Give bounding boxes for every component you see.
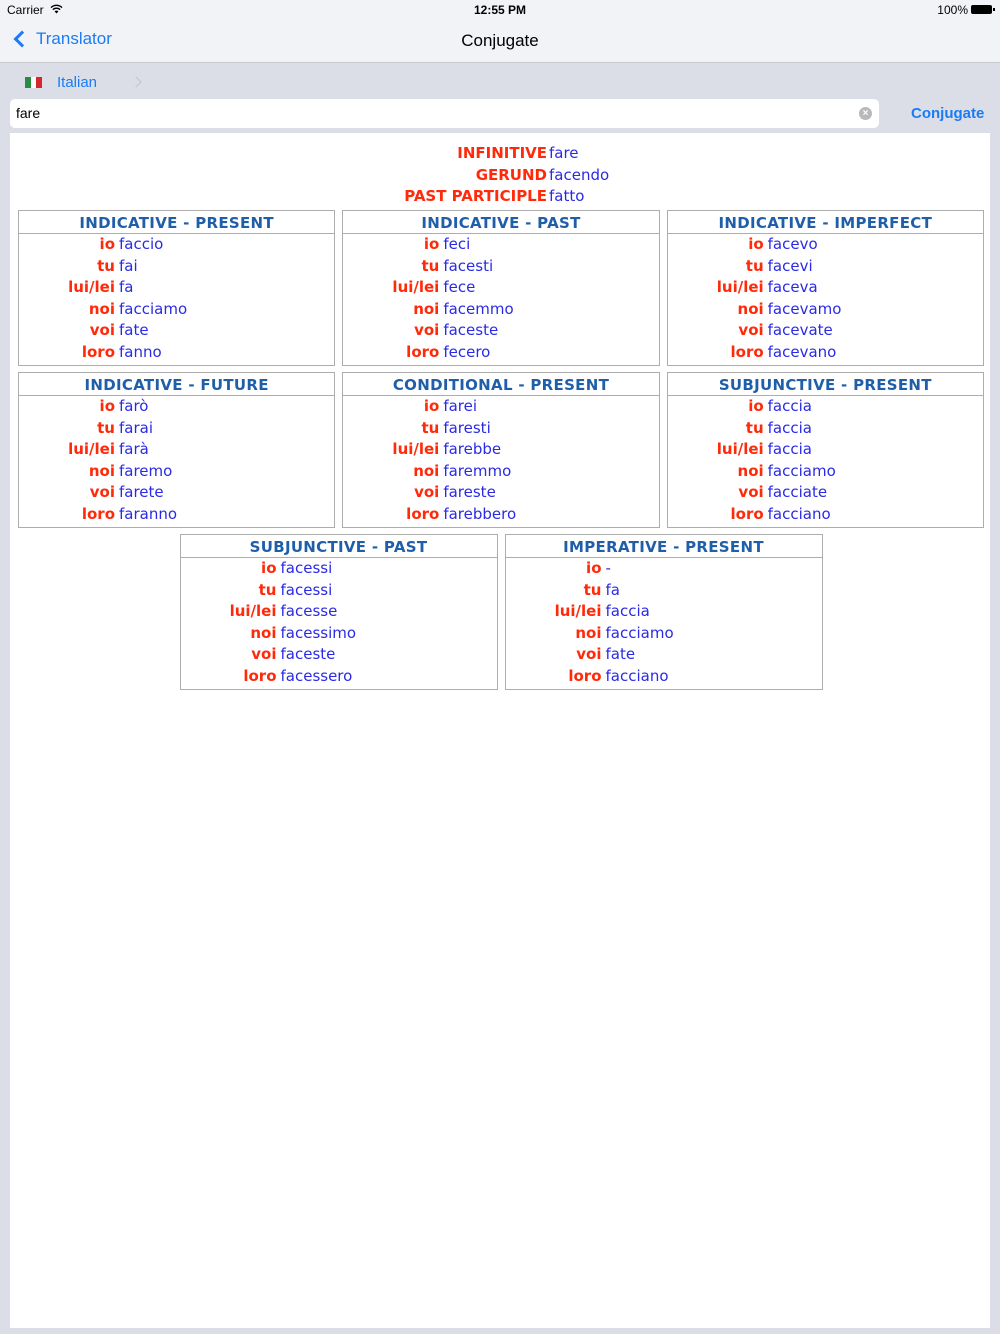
conjugation-view: [10, 133, 990, 1328]
table-title: INDICATIVE - IMPERFECT: [668, 211, 983, 234]
conjugation-row: [668, 320, 983, 342]
verb-form: fate: [605, 645, 636, 663]
verb-form: faccia: [605, 602, 650, 620]
conjugation-row: [19, 439, 334, 461]
conjugation-row: [343, 396, 658, 418]
conjugation-row: [19, 461, 334, 483]
pronoun: tu: [745, 418, 764, 437]
pronoun: voi: [89, 321, 115, 339]
conjugation-table: [18, 210, 335, 366]
table-title: SUBJUNCTIVE - PAST: [181, 535, 497, 558]
conjugation-row: [181, 666, 497, 688]
table-title: CONDITIONAL - PRESENT: [343, 373, 658, 396]
verb-form: faceste: [280, 645, 336, 663]
verb-form-value: fatto: [549, 187, 585, 205]
status-bar: [0, 0, 1000, 20]
verb-form: faranno: [119, 504, 178, 523]
conjugation-row: [506, 666, 822, 688]
conjugation-row: [343, 482, 658, 504]
conjugation-row: [668, 299, 983, 321]
verb-form: facesse: [280, 602, 338, 620]
search-field[interactable]: [10, 99, 879, 128]
pronoun: loro: [730, 342, 764, 361]
verb-form: faceste: [443, 321, 499, 339]
table-row-group: [18, 210, 984, 366]
conjugation-table: [667, 372, 984, 528]
language-selector[interactable]: [0, 64, 1000, 100]
verb-form: facciamo: [119, 299, 188, 318]
clear-icon[interactable]: ×: [859, 107, 872, 120]
conjugation-table: [667, 210, 984, 366]
verb-form: farei: [443, 397, 478, 415]
verb-form: farai: [119, 418, 153, 437]
conjugation-row: [181, 601, 497, 623]
conjugation-row: [181, 644, 497, 666]
pronoun: io: [99, 235, 115, 253]
pronoun: io: [423, 235, 440, 253]
verb-form: fa: [119, 278, 134, 296]
pronoun: tu: [745, 256, 764, 275]
conjugation-row: [668, 482, 983, 504]
conjugation-row: [343, 299, 658, 321]
conjugation-table: [180, 534, 498, 690]
verb-form: faccia: [767, 397, 812, 415]
pronoun: voi: [738, 483, 764, 501]
conjugation-table: [505, 534, 823, 690]
verb-form: faccia: [767, 418, 812, 437]
verb-form: faremo: [119, 461, 173, 480]
conjugation-row: [506, 644, 822, 666]
pronoun: io: [748, 397, 764, 415]
verb-form: facciamo: [767, 461, 836, 480]
conjugation-row: [343, 234, 658, 256]
conjugation-row: [668, 439, 983, 461]
conjugate-button[interactable]: Conjugate: [911, 105, 985, 122]
pronoun: voi: [576, 645, 602, 663]
verb-form: farebbe: [443, 440, 502, 458]
conjugation-row: [181, 558, 497, 580]
conjugation-row: [19, 418, 334, 440]
verb-form: farò: [119, 397, 149, 415]
verb-form: facessimo: [280, 623, 357, 642]
pronoun: loro: [406, 342, 440, 361]
pronoun: noi: [413, 299, 440, 318]
pronoun: voi: [89, 483, 115, 501]
verb-form: facciano: [767, 504, 831, 523]
conjugation-row: [343, 504, 658, 526]
conjugation-table: [18, 372, 335, 528]
verb-input[interactable]: [16, 105, 846, 121]
conjugation-row: [668, 396, 983, 418]
verb-form: fecero: [443, 342, 491, 361]
verb-form: fanno: [119, 342, 162, 361]
verb-form-row: [10, 186, 990, 208]
pronoun: voi: [251, 645, 277, 663]
conjugation-row: [668, 418, 983, 440]
pronoun: noi: [413, 461, 440, 480]
pronoun: loro: [568, 666, 602, 685]
battery-icon: [971, 5, 992, 14]
pronoun: lui/lei: [68, 278, 115, 296]
pronoun: tu: [583, 580, 602, 599]
verb-form: fate: [119, 321, 149, 339]
verb-form: facevo: [767, 235, 818, 253]
pronoun: noi: [575, 623, 602, 642]
table-title: INDICATIVE - FUTURE: [19, 373, 334, 396]
verb-form: faremmo: [443, 461, 512, 480]
pronoun: tu: [421, 256, 440, 275]
conjugation-row: [668, 277, 983, 299]
pronoun: tu: [97, 418, 115, 437]
pronoun: noi: [737, 299, 764, 318]
conjugation-row: [19, 256, 334, 278]
conjugation-row: [181, 623, 497, 645]
verb-form: facevamo: [767, 299, 842, 318]
verb-form: facessi: [280, 559, 333, 577]
verb-form-label: GERUND: [475, 165, 547, 184]
conjugation-row: [181, 580, 497, 602]
verb-form: faccia: [767, 440, 812, 458]
verb-form: fareste: [443, 483, 496, 501]
pronoun: noi: [250, 623, 277, 642]
pronoun: noi: [88, 461, 115, 480]
conjugation-row: [668, 234, 983, 256]
verb-form: feci: [443, 235, 471, 253]
pronoun: io: [423, 397, 440, 415]
verb-forms: [10, 143, 990, 208]
conjugation-row: [668, 504, 983, 526]
verb-form-value: fare: [549, 144, 579, 162]
verb-form: facessero: [280, 666, 353, 685]
verb-form: faccio: [119, 235, 164, 253]
verb-form: fai: [119, 256, 138, 275]
table-title: INDICATIVE - PAST: [343, 211, 658, 234]
clock: 12:55 PM: [473, 3, 527, 17]
pronoun: io: [99, 397, 115, 415]
verb-form-label: PAST PARTICIPLE: [404, 187, 547, 205]
conjugation-row: [506, 558, 822, 580]
conjugation-row: [19, 320, 334, 342]
battery-percent: 100%: [937, 3, 968, 17]
pronoun: voi: [738, 321, 764, 339]
conjugation-row: [19, 504, 334, 526]
verb-form: faceva: [767, 278, 818, 296]
pronoun: lui/lei: [392, 278, 440, 296]
verb-form: farebbero: [443, 504, 517, 523]
conjugation-row: [668, 342, 983, 364]
verb-form: farà: [119, 440, 149, 458]
table-title: IMPERATIVE - PRESENT: [506, 535, 822, 558]
conjugation-row: [19, 342, 334, 364]
table-title: INDICATIVE - PRESENT: [19, 211, 334, 234]
verb-form-row: [10, 143, 990, 165]
conjugation-row: [19, 299, 334, 321]
pronoun: noi: [88, 299, 115, 318]
verb-form: faresti: [443, 418, 491, 437]
flag-stripe-red: [36, 77, 42, 88]
conjugation-row: [343, 342, 658, 364]
pronoun: noi: [737, 461, 764, 480]
conjugation-row: [343, 256, 658, 278]
carrier-label: Carrier: [7, 3, 44, 17]
verb-form: -: [605, 559, 611, 577]
conjugation-row: [19, 277, 334, 299]
conjugation-row: [19, 396, 334, 418]
conjugation-row: [506, 580, 822, 602]
back-label: Translator: [36, 29, 112, 48]
verb-form: fece: [443, 278, 476, 296]
pronoun: loro: [730, 504, 764, 523]
verb-form-row: [10, 165, 990, 187]
conjugation-table: [342, 372, 659, 528]
verb-form: farete: [119, 483, 164, 501]
pronoun: voi: [414, 483, 440, 501]
conjugation-row: [343, 439, 658, 461]
conjugation-row: [343, 320, 658, 342]
pronoun: lui/lei: [554, 602, 602, 620]
pronoun: lui/lei: [68, 440, 115, 458]
pronoun: lui/lei: [229, 602, 277, 620]
conjugation-row: [506, 623, 822, 645]
verb-form: facevi: [767, 256, 813, 275]
verb-form: facessi: [280, 580, 333, 599]
pronoun: lui/lei: [392, 440, 440, 458]
pronoun: lui/lei: [716, 278, 764, 296]
conjugation-row: [19, 234, 334, 256]
pronoun: loro: [406, 504, 440, 523]
verb-form: facciano: [605, 666, 669, 685]
table-title: SUBJUNCTIVE - PRESENT: [668, 373, 983, 396]
conjugation-row: [506, 601, 822, 623]
pronoun: tu: [97, 256, 115, 275]
verb-form: facevate: [767, 321, 833, 339]
pronoun: io: [748, 235, 764, 253]
verb-form: facemmo: [443, 299, 514, 318]
conjugation-row: [343, 418, 658, 440]
conjugation-row: [343, 461, 658, 483]
conjugation-tables: [18, 210, 984, 696]
verb-form-value: facendo: [549, 165, 610, 184]
pronoun: io: [586, 559, 602, 577]
pronoun: loro: [81, 504, 115, 523]
conjugation-row: [668, 461, 983, 483]
pronoun: io: [261, 559, 277, 577]
italy-flag-icon: [25, 77, 42, 88]
pronoun: loro: [81, 342, 115, 361]
verb-form: facevano: [767, 342, 837, 361]
pronoun: voi: [414, 321, 440, 339]
verb-form-label: INFINITIVE: [457, 144, 547, 162]
conjugation-row: [668, 256, 983, 278]
verb-form: fa: [605, 580, 620, 599]
verb-form: facciamo: [605, 623, 674, 642]
table-row-group: [18, 534, 984, 690]
page-title: Conjugate: [461, 31, 539, 50]
verb-form: facesti: [443, 256, 494, 275]
verb-form: facciate: [767, 483, 828, 501]
pronoun: loro: [243, 666, 277, 685]
pronoun: tu: [258, 580, 277, 599]
conjugation-row: [19, 482, 334, 504]
chevron-right-icon: [130, 76, 141, 87]
table-row-group: [18, 372, 984, 528]
language-label[interactable]: Italian: [57, 74, 98, 91]
pronoun: lui/lei: [716, 440, 764, 458]
navigation-bar: [0, 20, 1000, 63]
pronoun: tu: [421, 418, 440, 437]
conjugation-row: [343, 277, 658, 299]
conjugation-table: [342, 210, 659, 366]
